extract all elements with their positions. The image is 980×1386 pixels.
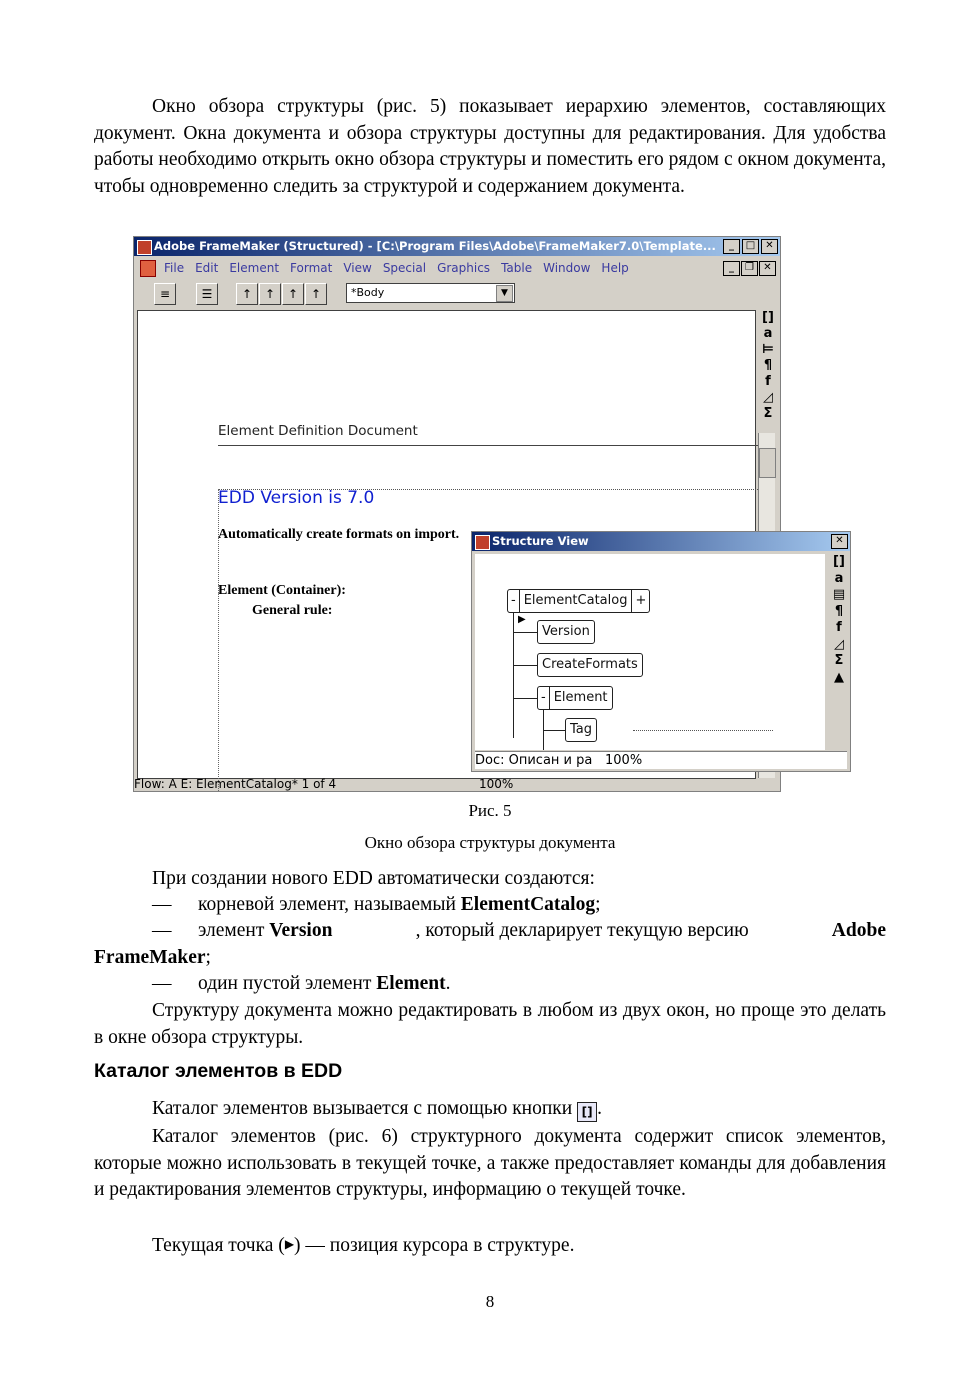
wrap-element-icon[interactable]: ↑ xyxy=(259,283,281,305)
tree-line xyxy=(513,698,537,699)
li1-bold: ElementCatalog xyxy=(460,894,596,915)
list-item xyxy=(94,918,886,971)
node-element[interactable] xyxy=(537,686,613,710)
li2-end: ; xyxy=(205,946,211,968)
element-catalog-icon: [] xyxy=(577,1102,597,1122)
current-point-a: Текущая точка ( xyxy=(152,1235,285,1256)
list-item xyxy=(152,971,450,998)
menu-edit[interactable]: Edit xyxy=(195,261,219,275)
node-elementcatalog[interactable] xyxy=(507,589,650,613)
dash: — xyxy=(152,920,172,941)
paragraph-catalog-icon[interactable]: ¶ xyxy=(763,358,773,373)
document-icon xyxy=(140,260,156,277)
node-createformats[interactable]: CreateFormats xyxy=(537,653,643,677)
tree-line xyxy=(513,665,537,666)
edd-version: EDD Version is 7.0 xyxy=(218,488,375,508)
align-left-icon[interactable]: ≡ xyxy=(154,283,176,305)
element-catalog-icon[interactable]: [] xyxy=(762,310,774,325)
structure-view-titlebar xyxy=(472,532,850,551)
dash: — xyxy=(152,973,172,994)
current-point-paragraph xyxy=(94,1231,886,1260)
li3-end: . xyxy=(445,973,451,994)
menu-table[interactable]: Table xyxy=(501,261,533,275)
figure-caption: Окно обзора структуры документа xyxy=(364,833,616,852)
doc-restore-icon[interactable]: ❐ xyxy=(741,261,758,276)
doc-minimize-icon[interactable]: _ xyxy=(723,261,740,276)
li2-b: , который декларирует текущую версию xyxy=(415,920,749,941)
doc-close-icon[interactable]: ✕ xyxy=(759,261,776,276)
structure-view-window xyxy=(471,531,851,772)
structure-status-text: Doc: Описан и ра xyxy=(475,753,593,768)
tree-line xyxy=(543,730,565,731)
maximize-icon[interactable]: □ xyxy=(742,239,759,254)
general-rule-text: General rule: xyxy=(252,603,333,618)
character-catalog-icon[interactable]: f xyxy=(836,620,842,635)
li3-bold: Element xyxy=(376,973,446,994)
paragraph-format-select[interactable] xyxy=(346,283,515,303)
catalog-paragraph xyxy=(94,1096,886,1123)
document-icon[interactable]: ▤ xyxy=(832,587,846,602)
li3-text: один пустой элемент xyxy=(198,973,377,994)
li1-text: корневой элемент, называемый xyxy=(198,894,461,915)
page-number: 8 xyxy=(485,1292,495,1311)
status-text: Flow: A E: ElementCatalog* 1 of 4 xyxy=(134,777,337,791)
li2-bold1: Version xyxy=(269,920,333,941)
node-label: Element xyxy=(553,690,608,705)
figure-label: Рис. 5 xyxy=(468,801,512,820)
list-item xyxy=(152,892,601,919)
equations-icon[interactable]: Σ xyxy=(763,406,773,421)
structure-right-toolbar xyxy=(832,554,846,686)
structure-tree[interactable] xyxy=(475,554,825,750)
li2-bold3: FrameMaker xyxy=(94,946,206,968)
menu-element[interactable]: Element xyxy=(229,261,280,275)
app-title: Adobe FrameMaker (Structured) - [C:\Program Files\Adobe\FrameMaker7.0\Template... xyxy=(154,239,716,253)
zoom-value[interactable]: 100% xyxy=(479,777,514,791)
li2-bold2: Adobe xyxy=(831,920,886,941)
li1-end: ; xyxy=(595,894,601,915)
structure-status-bar xyxy=(475,751,847,769)
catalog-description: Каталог элементов (рис. 6) структурного документа содержит список элементов, которые можно использовать в текущей точке, а также предоставляет команды для добавления и редактирования элементов структуры, информацию о текущей точке. xyxy=(94,1126,886,1200)
framemaker-app-icon xyxy=(475,535,490,550)
catalog-text: Каталог элементов вызывается с помощью кнопки xyxy=(152,1098,573,1119)
edd-intro: При создании нового EDD автоматически создаются: xyxy=(152,868,595,889)
chevron-down-icon[interactable]: ▼ xyxy=(496,285,513,302)
structure-zoom[interactable]: 100% xyxy=(605,753,643,768)
node-tag[interactable]: Tag xyxy=(565,718,597,742)
structure-view-icon[interactable]: ⊨ xyxy=(762,342,774,357)
catalog-end: . xyxy=(597,1098,602,1119)
paragraph-format-value: *Body xyxy=(351,286,385,299)
menu-bar xyxy=(134,258,780,278)
equations-icon[interactable]: Σ xyxy=(834,653,844,668)
tree-line xyxy=(513,632,537,633)
current-point-icon: ▶ xyxy=(284,1237,295,1251)
menu-graphics[interactable]: Graphics xyxy=(437,261,491,275)
graphics-tools-icon[interactable]: ◿ xyxy=(763,390,773,405)
tree-line xyxy=(513,612,514,738)
right-toolbar xyxy=(761,310,775,422)
graphics-tools-icon[interactable]: ◿ xyxy=(834,636,844,652)
element-catalog-icon[interactable]: [] xyxy=(833,554,845,569)
intro-paragraph: Окно обзора структуры (рис. 5) показывает иерархию элементов, составляющих документ. Окна документа и обзора структуры доступны для редактирования. Для удобства работы необходимо открыть окно обзора структуры и поместить его рядом с окном документа, чтобы одновременно следить за структурой и содержанием документа. xyxy=(94,96,886,197)
framemaker-app-icon xyxy=(137,240,152,255)
menu-special[interactable]: Special xyxy=(382,261,427,275)
struct-edit-paragraph: Структуру документа можно редактировать в любом из двух окон, но проще это делать в окне обзора структуры. xyxy=(94,1000,886,1048)
node-version[interactable]: Version xyxy=(537,620,595,644)
scroll-up-icon[interactable]: ▲ xyxy=(834,669,844,685)
menu-view[interactable]: View xyxy=(343,261,372,275)
menu-window[interactable]: Window xyxy=(543,261,591,275)
structure-view-title: Structure View xyxy=(492,534,589,548)
dotted-connector xyxy=(633,730,773,731)
doc-heading: Element Definition Document xyxy=(218,423,418,439)
paragraph-catalog-icon[interactable]: ¶ xyxy=(834,603,844,619)
app-titlebar xyxy=(134,237,780,256)
current-point-b: ) — позиция курсора в структуре. xyxy=(294,1235,575,1256)
align-justify-icon[interactable]: ☰ xyxy=(196,283,218,305)
attributes-icon[interactable]: a xyxy=(763,326,773,341)
attributes-icon[interactable]: a xyxy=(834,570,844,586)
node-label: ElementCatalog xyxy=(523,593,628,608)
auto-formats-text: Automatically create formats on import. xyxy=(218,527,460,542)
element-container-text: Element (Container): xyxy=(218,583,346,598)
character-catalog-icon[interactable]: f xyxy=(765,374,771,389)
menu-format[interactable]: Format xyxy=(290,261,333,275)
collapse-icon[interactable]: - xyxy=(538,687,550,709)
li2-a: элемент xyxy=(198,920,270,941)
section-heading: Каталог элементов в EDD xyxy=(94,1060,343,1082)
menu-help[interactable]: Help xyxy=(601,261,629,275)
minimize-icon[interactable]: _ xyxy=(723,239,740,254)
close-icon[interactable]: ✕ xyxy=(761,239,778,254)
insert-element-icon[interactable]: ↑ xyxy=(236,283,258,305)
current-point-icon: ▶ xyxy=(518,614,526,625)
scroll-thumb[interactable] xyxy=(759,448,776,478)
expand-icon[interactable]: + xyxy=(631,590,649,612)
toolbar xyxy=(134,280,780,308)
menu-file[interactable]: File xyxy=(164,261,185,275)
heading-rule xyxy=(218,445,758,446)
collapse-icon[interactable]: - xyxy=(508,590,520,612)
change-element-icon[interactable]: ↑ xyxy=(282,283,304,305)
dash: — xyxy=(152,894,172,915)
merge-element-icon[interactable]: ↑ xyxy=(305,283,327,305)
close-icon[interactable]: ✕ xyxy=(831,534,848,549)
status-bar xyxy=(134,777,780,791)
